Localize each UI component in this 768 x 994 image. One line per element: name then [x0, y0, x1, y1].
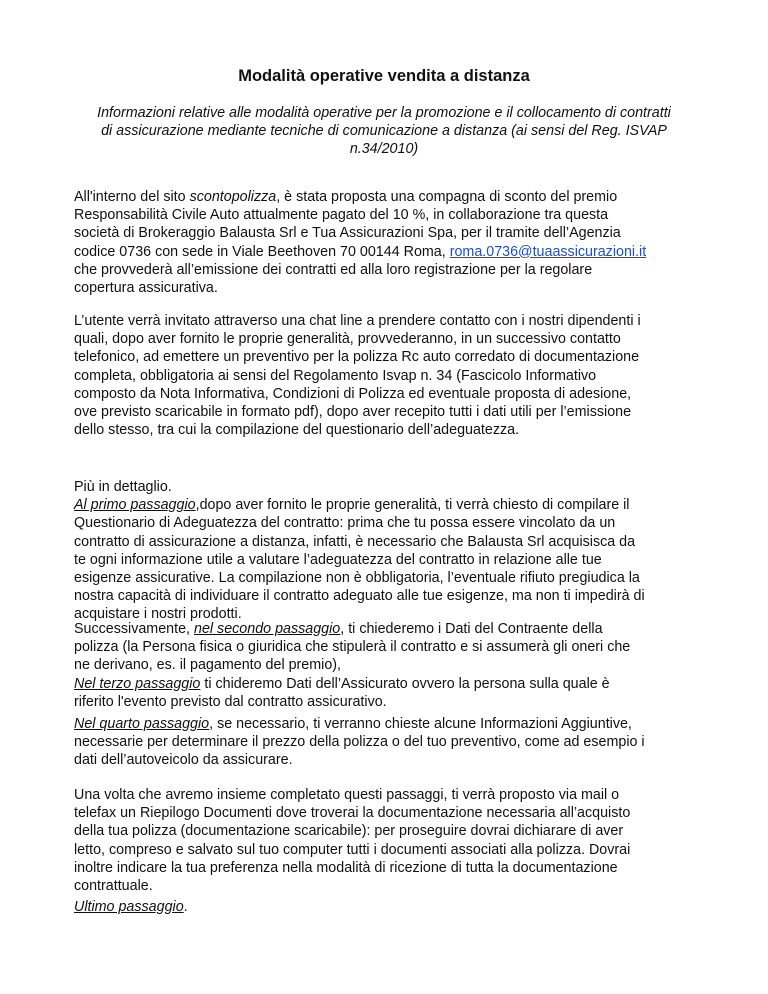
paragraph-line: copertura assicurativa. [74, 280, 218, 297]
paragraph-steps-two-three [74, 620, 714, 711]
text-span: , ti chiederemo i Dati del Contraente della [340, 621, 603, 637]
paragraph-line: della tua polizza (documentazione scaricabile): per proseguire dovrai dichiarare di aver [74, 823, 624, 840]
paragraph-step-four [74, 715, 714, 770]
paragraph-line [74, 188, 714, 206]
text-span: , se necessario, ti verranno chieste alcune Informazioni Aggiuntive, [209, 716, 632, 732]
paragraph-chat [74, 312, 714, 439]
paragraph-line: acquistare i nostri prodotti. [74, 606, 242, 623]
paragraph-line: quali, dopo aver fornito le proprie generalità, provvederanno, in un successivo contatto [74, 331, 621, 348]
paragraph-line: letto, compreso e salvato sul tuo computer tutti i documenti associati alla polizza. Dovrai [74, 841, 631, 858]
paragraph-line: ne derivano, es. il pagamento del premio), [74, 657, 342, 674]
paragraph-line: contratto di assicurazione a distanza, infatti, è necessario che Balausta Srl acquisisca da [74, 533, 636, 550]
step-three-label: Nel terzo passaggio [74, 675, 201, 692]
paragraph-line: telefonico, ad emettere un preventivo per la polizza Rc auto corredato di documentazione [74, 349, 640, 366]
last-step-label: Ultimo passaggio [74, 899, 184, 915]
paragraph-line: te ogni informazione utile a valutare l’adeguatezza del contratto in relazione alle tue [74, 551, 602, 568]
step-four-label: Nel quarto passaggio [74, 716, 210, 732]
paragraph-line: Una volta che avremo insieme completato questi passaggi, ti verrà proposto via mail o [74, 787, 620, 803]
text-span: ,dopo aver fornito le proprie generalità, ti verrà chiesto di compilare il [195, 497, 630, 514]
paragraph-line [74, 496, 714, 514]
paragraph-details [74, 478, 714, 624]
paragraph-line: ove previsto scaricabile in formato pdf), dopo aver recepito tutti i dati utili per l’emissione [74, 404, 632, 421]
subtitle-line: n.34/2010) [349, 141, 419, 158]
paragraph-line: esigenze assicurative. La compilazione non è obbligatoria, l’eventuale rifiuto pregiudica la [74, 570, 640, 587]
paragraph-line: telefax un Riepilogo Documenti dove troverai la documentazione necessaria all’acquisto [74, 805, 631, 822]
paragraph-line [74, 243, 714, 261]
text-span: All'interno del sito [74, 189, 190, 205]
paragraph-line: L’utente verrà invitato attraverso una chat line a prendere contatto con i nostri dipendenti i [74, 313, 641, 329]
paragraph-summary [74, 786, 714, 895]
text-span: Successivamente, [74, 621, 194, 637]
paragraph-intro [74, 188, 714, 297]
paragraph-line: che provvederà all’emissione dei contratti ed alla loro registrazione per la regolare [74, 261, 593, 278]
subtitle-line: di assicurazione mediante tecniche di comunicazione a distanza (ai sensi del Reg. ISVAP [101, 123, 667, 140]
paragraph-line: Più in dettaglio. [74, 479, 172, 495]
paragraph-line: Questionario di Adeguatezza del contratto: prima che tu possa essere vincolato da un [74, 515, 616, 532]
document-subtitle [64, 104, 704, 159]
paragraph-line: nostra capacità di individuare il contratto adeguato alle tue esigenze, ma non ti impedirà di [74, 588, 645, 605]
site-name: scontopolizza [189, 189, 277, 205]
paragraph-line [74, 898, 714, 916]
paragraph-line [74, 675, 714, 693]
text-span: ti chideremo Dati dell’Assicurato ovvero la persona sulla quale è [200, 675, 610, 692]
email-link[interactable]: roma.0736@tuaassicurazioni.it [449, 243, 647, 260]
step-one-label: Al primo passaggio [74, 497, 196, 514]
paragraph-line: polizza (la Persona fisica o giuridica che stipulerà il contratto e si assumerà gli oneri che [74, 639, 631, 656]
paragraph-line [74, 620, 714, 638]
paragraph-line [74, 715, 714, 733]
paragraph-last-step [74, 898, 714, 916]
paragraph-line: inoltre indicare la tua preferenza nella modalità di ricezione di tutta la documentazione [74, 859, 618, 876]
subtitle-line: Informazioni relative alle modalità operative per la promozione e il collocamento di contratti [97, 105, 671, 121]
paragraph-line: composto da Nota Informativa, Condizioni di Polizza ed eventuale proposta di adesione, [74, 385, 632, 402]
paragraph-line: riferito l'evento previsto dal contratto assicurativo. [74, 693, 387, 710]
paragraph-line: contrattuale. [74, 878, 153, 895]
text-span: , è stata proposta una compagna di sconto del premio [276, 189, 618, 205]
paragraph-line: dello stesso, tra cui la compilazione del questionario dell’adeguatezza. [74, 422, 520, 439]
step-two-label: nel secondo passaggio [194, 621, 341, 637]
paragraph-line: società di Brokeraggio Balausta Srl e Tua Assicurazioni Spa, per il tramite dell’Agenzia [74, 225, 621, 242]
paragraph-line: necessarie per determinare il prezzo della polizza o del tuo preventivo, come ad esempio i [74, 734, 645, 751]
text-span: codice 0736 con sede in Viale Beethoven 70 00144 Roma, [74, 243, 450, 260]
paragraph-line: completa, obbligatoria ai sensi del Regolamento Isvap n. 34 (Fascicolo Informativo [74, 367, 597, 384]
paragraph-line: Responsabilità Civile Auto attualmente pagato del 10 %, in collaborazione tra questa [74, 207, 609, 224]
paragraph-line: dati dell’autoveicolo da assicurare. [74, 752, 293, 769]
document-title: Modalità operative vendita a distanza [238, 67, 530, 85]
text-span: . [183, 899, 188, 915]
